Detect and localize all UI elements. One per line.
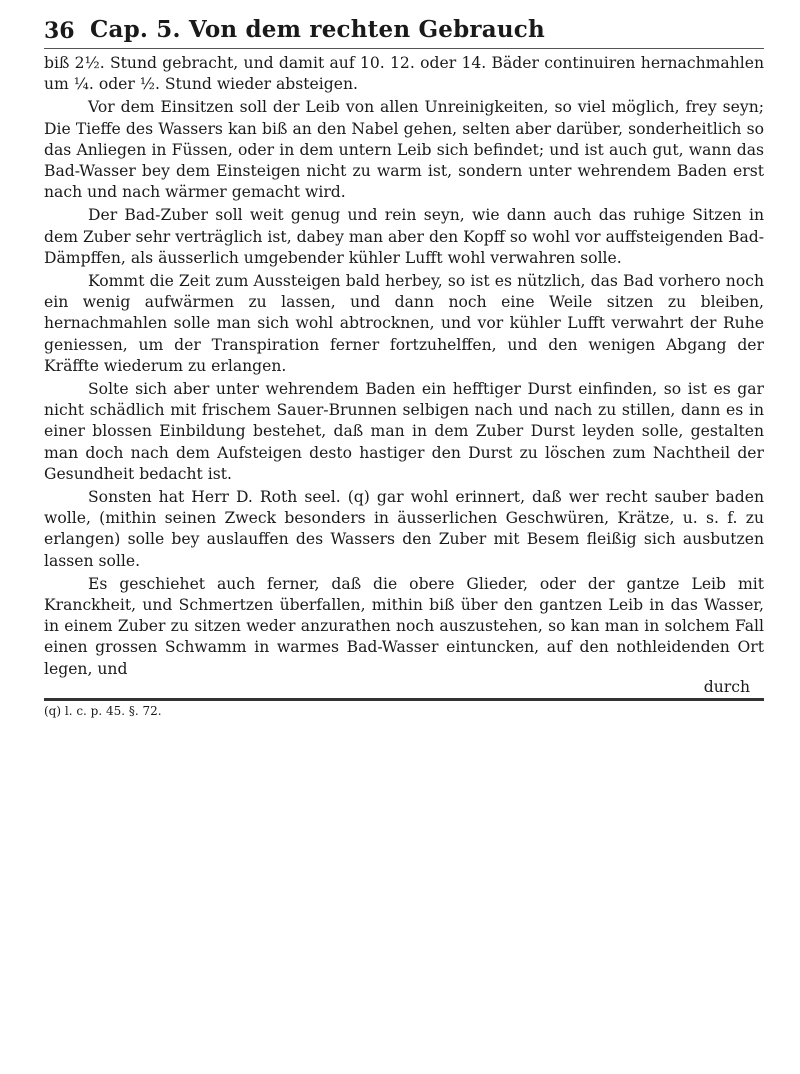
footnote: (q) l. c. p. 45. §. 72.	[44, 703, 162, 718]
running-title: Cap. 5. Von dem rechten Gebrauch	[90, 16, 545, 43]
paragraph: Der Bad-Zuber soll weit genug und rein seyn, wie dann auch das ruhige Sitzen in dem Zuber sehr verträglich ist, dabey man aber den Kopff so wohl vor auffsteigenden Bad-Dämpffen, als äusserlich umgebender kühler Lufft wohl verwahren solle.	[44, 206, 764, 267]
body-text	[44, 53, 764, 680]
paragraph: Kommt die Zeit zum Aussteigen bald herbey, so ist es nützlich, das Bad vorhero noch ein wenig aufwärmen zu lassen, und dann noch eine Weile sitzen zu bleiben, hernachmahlen solle man sich wohl abtrocknen, und vor kühler Lufft verwahrt der Ruhe geniessen, um der Transpiration ferner fortzuhelffen, und den wenigen Abgang der Kräffte wiederum zu erlangen.	[44, 272, 764, 375]
paragraph: Es geschiehet auch ferner, daß die obere Glieder, oder der gantze Leib mit Kranckheit, und Schmertzen überfallen, mithin biß über den gantzen Leib in das Wasser, in einem Zuber zu sitzen weder anzurathen noch auszustehen, so kan man in solchem Fall einen grossen Schwamm in warmes Bad-Wasser eintuncken, auf den nothleidenden Ort legen, und	[44, 574, 764, 678]
paragraph: Vor dem Einsitzen soll der Leib von allen Unreinigkeiten, so viel möglich, frey seyn; Die Tieffe des Wassers kan biß an den Nabel gehen, selten aber darüber, sonderheitlich so das Anliegen in Füssen, oder in dem untern Leib sich befindet; und ist auch gut, wann das Bad-Wasser bey dem Einsteigen nicht zu warm ist, sondern unter wehrendem Baden erst nach und nach wärmer gemacht wird.	[44, 98, 764, 202]
page-number: 36	[44, 18, 75, 44]
catchword: durch	[703, 677, 750, 696]
paragraph: biß 2½. Stund gebracht, und damit auf 10. 12. oder 14. Bäder continuiren hernachmahlen um ¼. oder ½. Stund wieder absteigen.	[44, 54, 764, 94]
book-page	[44, 14, 764, 1064]
page-header	[44, 14, 764, 49]
paragraph: Sonsten hat Herr D. Roth seel. (q) gar wohl erinnert, daß wer recht sauber baden wolle, (mithin seinen Zweck besonders in äusserlichen Geschwüren, Krätze, u. s. f. zu erlangen) solle bey auslauffen des Wassers den Zuber mit Besem fleißig sich ausbutzen lassen solle.	[44, 488, 764, 570]
paragraph: Solte sich aber unter wehrendem Baden ein hefftiger Durst einfinden, so ist es gar nicht schädlich mit frischem Sauer-Brunnen selbigen nach und nach zu stillen, dann es in einer blossen Einbildung bestehet, daß man in dem Zuber Durst leyden solle, gestalten man doch nach dem Aufsteigen desto hastiger den Durst zu löschen zum Nachtheil der Gesundheit bedacht ist.	[44, 380, 764, 483]
footnote-divider	[44, 698, 764, 701]
